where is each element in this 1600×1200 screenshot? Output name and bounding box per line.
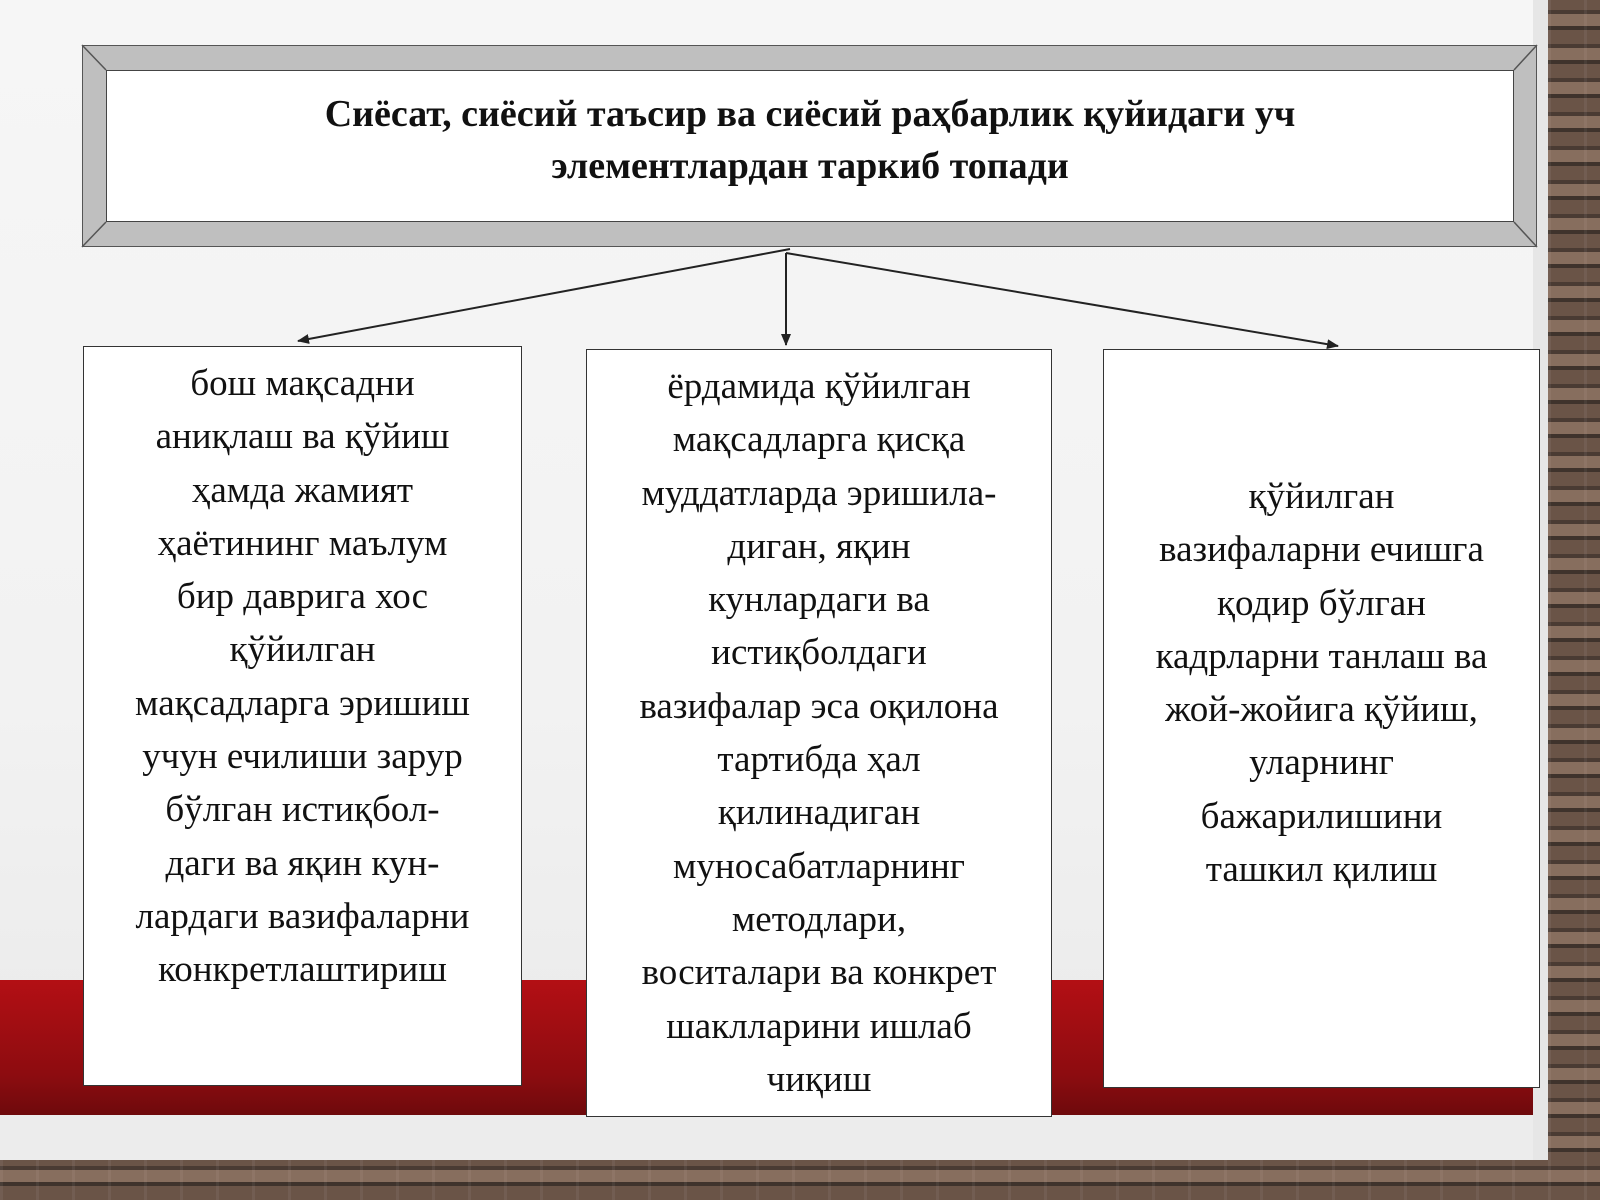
arrow-to-right-box: [786, 253, 1338, 346]
element-box-left: [83, 346, 522, 1086]
title-text: Сиёсат, сиёсий таъсир ва сиёсий раҳбарлик қуйидаги уч элементлардан таркиб топади: [324, 93, 1296, 187]
element-box-middle: [586, 349, 1052, 1117]
arrow-to-left-box: [298, 249, 790, 341]
element-box-right: [1103, 349, 1540, 1088]
element-text-left: бош мақсадни аниқлаш ва қўйиш ҳамда жамият ҳаётининг маълум бир даврига хос қўйилган мақсадларга эришиш учун ечилиши зарур бўлган истиқбол- даги ва яқин кун- лардаги вазифаларни конкретлаштириш: [135, 363, 470, 991]
element-text-right: қўйилган вазифаларни ечишга қодир бўлган кадрларни танлаш ва жой-жойига қўйиш, уларнинг бажарилишини ташкил қилиш: [1155, 476, 1488, 891]
element-text-middle: ёрдамида қўйилган мақсадларга қисқа муддатларда эришила- диган, яқин кунлардаги ва истиқболдаги вазифалар эса оқилона тартибда ҳал қилинадиган муносабатларнинг методлари, воситалари ва конкрет шаклларини ишлаб чиқиш: [639, 366, 999, 1100]
